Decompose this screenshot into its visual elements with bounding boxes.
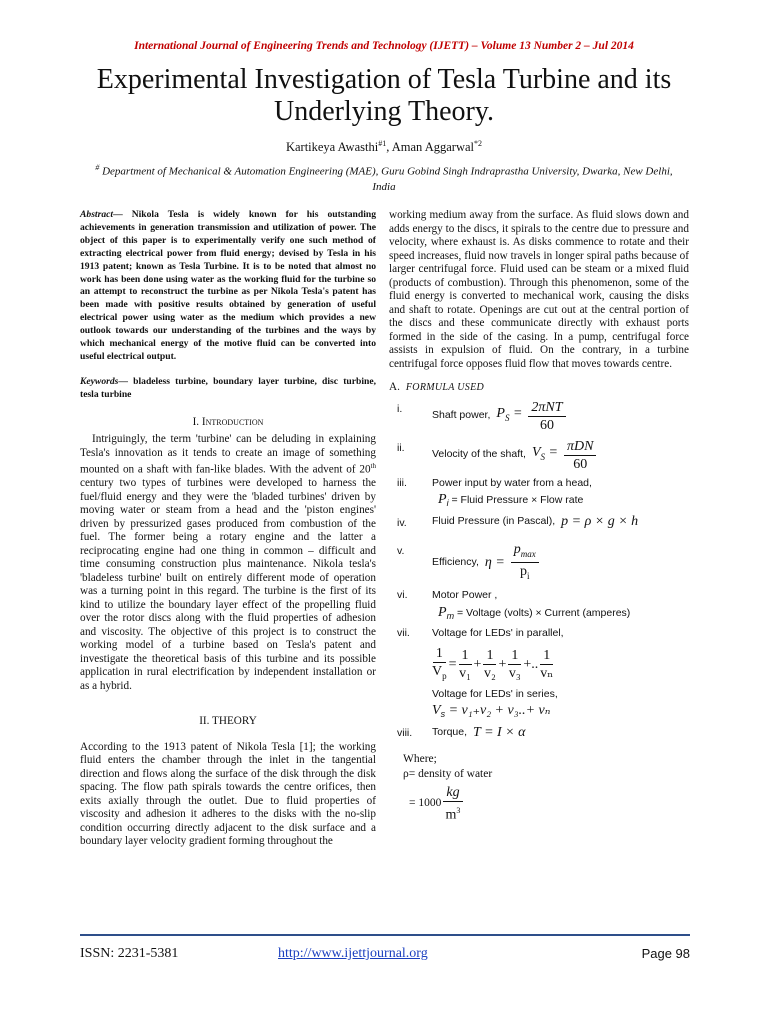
subsection-formula-used (389, 381, 689, 395)
author-2: Aman Aggarwal (391, 140, 475, 155)
abstract-text: Nikola Tesla is widely known for his outstanding achievements in generation transmission and utilization of power. The object of this paper is to experimentally verify one such method of extracting electrical power from fluid energy; devised by Tesla in his 1913 patent; known as Tesla Turbine. It is to be noted that almost no work has been done using water as the working fluid for the turbine so an attempt to reconstruct the turbine as per Nikola Tesla's patent has been made with positive results obtained by generation of useful electrical power using water as the medium which provides a new outlook towards our understanding of the turbines and the ways by which mechanical energy of the motive fluid can be converted into useful electrical output. (80, 209, 376, 362)
density-number: = 1000 (409, 797, 442, 809)
denominator: v₂ (483, 666, 496, 682)
unit-denominator (446, 802, 461, 824)
series-label: Voltage for LEDs' in series, (432, 687, 558, 700)
formula-label: A. (389, 381, 400, 393)
formula-motor-power (389, 589, 689, 623)
section-heading-theory: II. THEORY (199, 715, 257, 728)
formula-efficiency (389, 541, 689, 586)
lhs-symbol: P (438, 492, 447, 507)
abstract-dash: — (113, 209, 132, 220)
numerator-symbol: p (513, 541, 521, 557)
affiliation-mark: # (95, 163, 100, 172)
keywords-label: Keywords (80, 375, 119, 387)
journal-link[interactable]: http://www.ijettjournal.org (278, 946, 428, 961)
formula-label: Torque, (432, 725, 468, 738)
denominator: v₃ (508, 666, 521, 682)
left-column (80, 209, 376, 849)
parallel-equation (432, 645, 689, 685)
footer (80, 946, 690, 966)
numerator: 1 (540, 647, 553, 665)
denominator: 60 (573, 456, 588, 472)
author-separator: , (386, 140, 392, 155)
denominator-subscript: p (442, 670, 447, 681)
denominator: vₙ (540, 666, 554, 682)
numerator: 1 (459, 647, 472, 665)
fraction (528, 399, 565, 434)
theory-continued: working medium away from the surface. As fluid slows down and adds energy to the discs, it spirals to the centre due to pressure and velocity, where exhaust is. As disks commence to rotate and their speed increases, fluid now travels in longer spiral paths because of larger centrifugal force. Fluid used can be steam or a mixed fluid (products of combustion). Through this phenomenon, some of the fluid energy is converted to mechanical work, causing the disks and shaft to rotate. Openings are cut out at the central portion of the discs and these communicate directly with exhaust ports formed in the side of the casing. In a pump, centrifugal force assists in expulsion of fluid. On the contrary, in a turbine centrifugal force opposes fluid flow that moves towards centre. (389, 209, 689, 370)
title-line-2: Underlying Theory. (273, 96, 495, 127)
formula-number: vii. (397, 627, 410, 640)
lhs-symbol: η (484, 555, 492, 571)
formula-list (389, 399, 689, 746)
formula-number: i. (397, 402, 403, 415)
formula-shaft-power (389, 399, 689, 434)
unit-numerator: kg (443, 784, 462, 802)
lhs-subscript: m (446, 610, 455, 621)
formula-lhs: $V_S$ = (531, 444, 558, 462)
numerator: 1 (508, 647, 521, 665)
formula-label: Shaft power, (432, 409, 491, 422)
fraction-term (483, 647, 496, 682)
numerator (511, 541, 539, 564)
where-block (389, 752, 689, 824)
where-label: Where; (403, 752, 437, 765)
intro-numeral: I. (192, 415, 200, 428)
numerator-subscript: max (520, 548, 536, 559)
authors (0, 139, 768, 155)
numerator: 1 (483, 647, 496, 665)
title-line-1: Experimental Investigation of Tesla Turbine and its (96, 64, 672, 95)
formula-expression: p = ρ × g × h (561, 513, 639, 529)
page-number: Page 98 (641, 946, 690, 961)
fraction (564, 438, 596, 473)
abstract (80, 209, 376, 364)
theory-paragraph: According to the 1913 patent of Nikola Tesla [1]; the working fluid enters the chamber through the inlet in the tangential direction and flows along the surface of the disk through the disk spacing. The flow path spirals towards the centre orifices, then exits axially through the outlet. Due to fluid properties of viscosity and adhesion it adheres to the disks with the no-slip condition occurring directly adjacent to the disk surface and a boundary layer velocity gradient forming throughout the (80, 740, 376, 848)
formula-led-voltage (389, 627, 689, 721)
formula-number: ii. (397, 441, 405, 454)
intro-heading: Introduction (201, 415, 264, 428)
numerator: 1 (433, 645, 446, 663)
numerator: πDN (564, 438, 596, 456)
lhs-symbol: P (496, 405, 505, 421)
intro-text-b: century two types of turbines were developed to harness the fuel/fluid energy and they were the 'bladed turbines' driven by moving water or steam from a head and the 'piston engines' driven by pressurized gases produced from combustion of the fuel. The former being a rotary engine and the latter a reciprocating engine had one thing in common – difficult and time consuming construction plus maintenance. Nikola tesla's 'bladeless turbine' built on entirely different mode of operation was a turning point in this regard. The turbine is the first of its kind to utilize the boundary layer effect of the propelling fluid over the rotor discs along with the fluid properties of adhesion and viscosity. The objective of this project is to construct the working model of a turbine based on Tesla's patent and investigate the theoretical basis of this turbine and its possible application in rural electrification by independent installation or as a hybrid. (80, 477, 376, 692)
formula-label: Voltage for LEDs' in parallel, (432, 627, 564, 640)
rhs: = Fluid Pressure × Flow rate (448, 494, 584, 506)
formula-label: Motor Power , (432, 589, 498, 602)
abstract-label: Abstract (80, 209, 114, 220)
section-heading-introduction (80, 416, 376, 430)
density-value (403, 784, 689, 824)
denominator-subscript: i (527, 571, 530, 582)
unit-denominator-symbol: m (445, 807, 457, 823)
intro-text-a: Intriguingly, the term 'turbine' can be deluding in explaining Tesla's innovation as it tends to create an image of something mounted on a shaft with fan-like blades. With the advent of 20 (80, 433, 376, 476)
keywords (80, 376, 376, 402)
affiliation (84, 160, 684, 195)
operator: = (448, 656, 457, 672)
formula-expression (432, 606, 689, 624)
denominator: 60 (539, 417, 554, 433)
formula-number: v. (397, 544, 405, 557)
fraction-term (508, 647, 521, 682)
operator: + (498, 656, 507, 672)
fraction-term (540, 647, 553, 682)
intro-sup: th (370, 462, 376, 471)
fraction-lhs (432, 645, 447, 685)
denominator: v₁ (459, 666, 471, 682)
density-definition: ρ= density of water (403, 767, 493, 780)
keywords-dash: — (118, 375, 134, 387)
density-unit (443, 784, 462, 824)
lhs-symbol: V (432, 703, 441, 719)
intro-paragraph (80, 433, 376, 693)
operator: + (473, 656, 482, 672)
footer-rule (80, 934, 690, 936)
formula-number: iv. (397, 516, 407, 529)
formula-torque (389, 726, 689, 746)
formula-number: iii. (397, 476, 407, 489)
unit-exponent: 3 (456, 805, 461, 815)
formula-label: Power input by water from a head, (432, 476, 592, 489)
series-equation (432, 704, 689, 722)
formula-label: Velocity of the shaft, (432, 448, 526, 461)
formula-number: viii. (397, 726, 413, 739)
author-1-sup: #1 (378, 139, 387, 148)
formula-lhs: $P_S$ = (496, 405, 523, 423)
lhs-symbol: V (531, 444, 541, 460)
formula-label: Fluid Pressure (in Pascal), (432, 514, 556, 527)
lhs-subscript: S (540, 451, 546, 462)
formula-expression (432, 493, 689, 511)
lhs-subscript: S (504, 412, 510, 423)
formula-shaft-velocity (389, 438, 689, 473)
formula-fluid-pressure (389, 515, 689, 537)
lhs-subscript: s (440, 709, 446, 720)
lhs-symbol: P (438, 604, 447, 620)
formula-lhs: η = (484, 555, 505, 571)
operator: +.. (523, 656, 539, 672)
denominator (432, 663, 447, 685)
denominator (520, 563, 530, 585)
rhs: = Voltage (volts) × Current (amperes) (454, 606, 631, 619)
issn: ISSN: 2231-5381 (80, 946, 179, 961)
formula-expression: T = I × α (473, 724, 526, 740)
affiliation-text: Department of Mechanical & Automation Engineering (MAE), Guru Gobind Singh Indraprastha University, Dwarka, New Delhi, India (99, 165, 673, 193)
author-2-sup: *2 (474, 139, 483, 148)
formula-heading: FORMULA USED (405, 382, 485, 393)
numerator: 2πNT (528, 399, 565, 417)
denominator-symbol: V (432, 663, 443, 679)
journal-header: International Journal of Engineering Trends and Technology (IJETT) – Volume 13 Number 2 – Jul 2014 (134, 40, 634, 52)
fraction (511, 541, 539, 586)
paper-title (60, 64, 708, 128)
formula-power-input (389, 477, 689, 511)
denominator-symbol: p (520, 564, 528, 580)
keywords-text: bladeless turbine, boundary layer turbine, disc turbine, tesla turbine (80, 375, 376, 400)
formula-label: Efficiency, (432, 556, 479, 569)
fraction-term (459, 647, 472, 682)
lhs-subscript: i (446, 498, 449, 509)
formula-number: vi. (397, 589, 408, 602)
rhs: = v₁₊v₂ + v₃..+ vₙ (445, 703, 551, 719)
right-column (389, 209, 689, 823)
author-1: Kartikeya Awasthi (285, 140, 379, 155)
